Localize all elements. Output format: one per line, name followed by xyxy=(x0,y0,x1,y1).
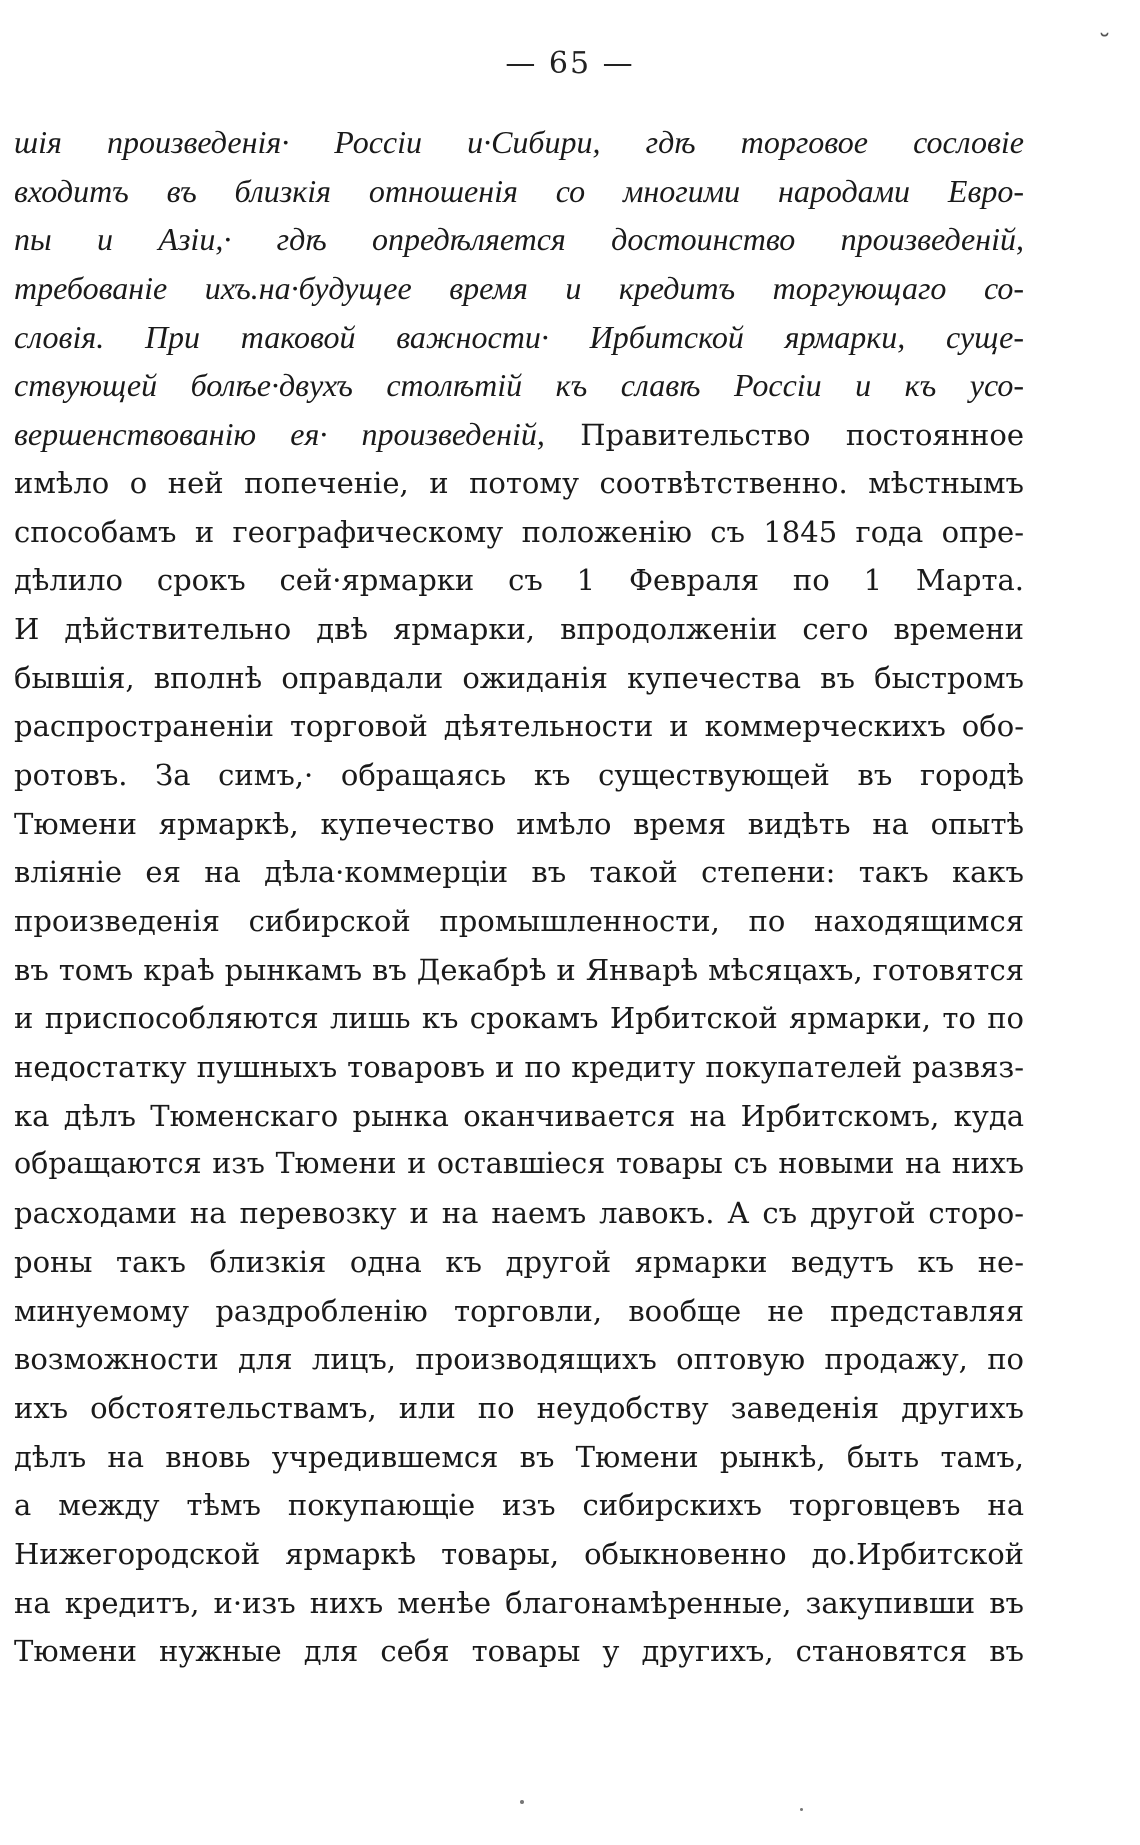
text-line: произведенія сибирской промышленности, по находящимся xyxy=(14,904,1024,938)
text-line: распространеніи торговой дѣятельности и коммерческихъ обо- xyxy=(14,709,1024,744)
text-line: ротовъ. За симъ,· обращаясь къ существующей въ городѣ xyxy=(14,757,1024,792)
corner-mark: ˘ xyxy=(1098,30,1111,60)
page-number: — 65 — xyxy=(505,46,635,81)
text-line: И дѣйствительно двѣ ярмарки, впродолженіи сего времени xyxy=(14,611,1024,646)
text-line: возможности для лицъ, производящихъ оптовую продажу, по xyxy=(14,1342,1024,1377)
text-line: минуемому раздробленію торговли, вообще не представляя xyxy=(14,1293,1024,1328)
text-line: требованіе ихъ.на·будущее время и кредитъ торгующаго со- xyxy=(14,270,1024,307)
text-line: Нижегородской ярмаркѣ товары, обыкновенно до.Ирбитской xyxy=(14,1536,1024,1571)
text-line: Тюмени нужные для себя товары у другихъ, становятся въ xyxy=(14,1634,1024,1669)
text-line: имѣло о ней попеченіе, и потому соотвѣтственно. мѣстнымъ xyxy=(14,465,1024,500)
text-line: обращаются изъ Тюмени и оставшіеся товары съ новыми на нихъ xyxy=(14,1147,1024,1181)
text-line-roman-part: Правительство постоянное xyxy=(544,418,1024,453)
text-line: словія. При таковой важности· Ирбитской ярмарки, суще- xyxy=(14,318,1024,355)
body-text xyxy=(14,118,1024,1676)
text-line: входитъ въ близкія отношенія со многими народами Евро- xyxy=(14,172,1024,209)
text-line: вліяніе ея на дѣла·коммерціи въ такой степени: такъ какъ xyxy=(14,855,1024,890)
text-line: ка дѣлъ Тюменскаго рынка оканчивается на Ирбитскомъ, куда xyxy=(14,1098,1024,1133)
text-line: дѣлило срокъ сей·ярмарки съ 1 Февраля по 1 Марта. xyxy=(14,563,1024,598)
text-line: въ томъ краѣ рынкамъ въ Декабрѣ и Январѣ мѣсяцахъ, готовятся xyxy=(14,952,1024,987)
print-speck xyxy=(800,1808,803,1811)
text-line: а между тѣмъ покупающіе изъ сибирскихъ торговцевъ на xyxy=(14,1488,1024,1523)
text-line: недостатку пушныхъ товаровъ и по кредиту покупателей развяз- xyxy=(14,1050,1024,1085)
text-line: шія произведенія· Россіи и·Сибири, гдѣ торговое сословіе xyxy=(14,124,1024,160)
print-speck xyxy=(520,1800,524,1804)
text-line xyxy=(14,410,1024,459)
text-line: на кредитъ, и·изъ нихъ менѣе благонамѣренные, закупивши въ xyxy=(14,1585,1024,1620)
text-line: бывшія, вполнѣ оправдали ожиданія купечества въ быстромъ xyxy=(14,660,1024,695)
text-line: ихъ обстоятельствамъ, или по неудобству заведенія другихъ xyxy=(14,1390,1024,1425)
text-line: и приспособляются лишь къ срокамъ Ирбитской ярмарки, то по xyxy=(14,1001,1024,1036)
text-line: дѣлъ на вновь учредившемся въ Тюмени рынкѣ, быть тамъ, xyxy=(14,1439,1024,1474)
text-line: роны такъ близкія одна къ другой ярмарки ведутъ къ не- xyxy=(14,1244,1024,1279)
text-line: способамъ и географическому положенію съ 1845 года опре- xyxy=(14,514,1024,549)
text-line: расходами на перевозку и на наемъ лавокъ. А съ другой сторо- xyxy=(14,1196,1024,1231)
text-line-italic-part: вершенствованію ея· произведеній, xyxy=(14,416,545,453)
text-line: ствующей болѣе·двухъ столѣтій къ славѣ Россіи и къ усо- xyxy=(14,367,1024,404)
text-line: Тюмени ярмаркѣ, купечество имѣло время видѣть на опытѣ xyxy=(14,806,1024,841)
text-line: пы и Азіи,· гдѣ опредѣляется достоинство произведеній, xyxy=(14,221,1024,258)
